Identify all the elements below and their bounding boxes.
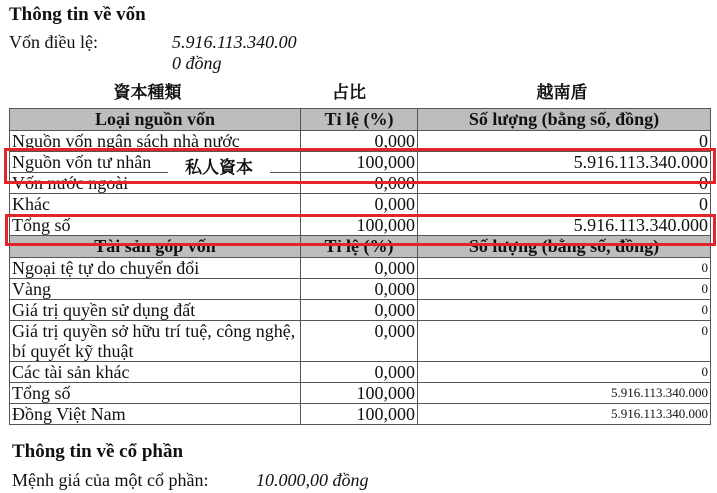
cell: 0 [418,321,711,362]
table-row [10,404,711,425]
table-row [10,279,711,300]
cell: Tổng số [10,383,301,404]
highlight-total [5,214,716,246]
table-row [10,258,711,279]
table-row [10,383,711,404]
col-header: Số lượng (bằng số, đồng) [418,109,711,131]
cell: 5.916.113.340.000 [418,215,711,236]
cell: Ngoại tệ tự do chuyển đổi [10,258,301,279]
highlight-private-capital [4,148,716,184]
cell: 0 [418,300,711,321]
cell: 0 [418,279,711,300]
cell: 100,000 [301,215,418,236]
cell: 5.916.113.340.000 [418,152,711,173]
annotation-capital-type: 資本種類 [85,80,210,106]
charter-capital-label: Vốn điều lệ: [9,32,98,52]
capital-info-title: Thông tin về vốn [9,4,146,25]
cell: Tổng số [10,215,301,236]
annotation-currency: 越南盾 [502,80,622,106]
cell: Giá trị quyền sở hữu trí tuệ, công nghệ, bí quyết kỹ thuật [10,321,301,362]
cell: 0,000 [301,362,418,383]
par-value: 10.000,00 đồng [256,470,369,490]
cell: Nguồn vốn ngân sách nhà nước [10,131,301,152]
share-info-title: Thông tin về cổ phần [12,441,184,462]
table-row [10,300,711,321]
cell: 0 [418,258,711,279]
cell: 0,000 [301,279,418,300]
col-header: Loại nguồn vốn [10,109,301,131]
cell: 5.916.113.340.000 [418,383,711,404]
cell: 0 [418,362,711,383]
charter-capital-value-cont: 0 đồng [172,53,222,73]
cell: 0,000 [301,173,418,194]
cell: 0,000 [301,258,418,279]
annotation-private-capital: 私人資本 [168,155,270,181]
cell: 0,000 [301,131,418,152]
table-row [10,321,711,362]
col-header: Tỉ lệ (%) [301,236,418,258]
cell: Khác [10,194,301,215]
cell: 5.916.113.340.000 [418,404,711,425]
cell: 0,000 [301,321,418,362]
cell: 0,000 [301,194,418,215]
cell: Đồng Việt Nam [10,404,301,425]
cell: Giá trị quyền sử dụng đất [10,300,301,321]
cell: 0,000 [301,300,418,321]
cell: 0 [418,173,711,194]
cell: 100,000 [301,152,418,173]
col-header: Tài sản góp vốn [10,236,301,258]
cell: 100,000 [301,404,418,425]
cell: Nguồn vốn tư nhân [10,152,301,173]
table-row [10,194,711,215]
par-value-label: Mệnh giá của một cổ phần: [12,470,209,490]
table-row [10,362,711,383]
cell: 100,000 [301,383,418,404]
annotation-ratio: 占比 [290,80,408,106]
col-header: Số lượng (bằng số, đồng) [418,236,711,258]
cell: 0 [418,194,711,215]
cell: 0 [418,131,711,152]
cell: Các tài sản khác [10,362,301,383]
charter-capital-value: 5.916.113.340.00 [172,32,297,52]
col-header: Tỉ lệ (%) [301,109,418,131]
cell: Vốn nước ngoài [10,173,301,194]
cell: Vàng [10,279,301,300]
